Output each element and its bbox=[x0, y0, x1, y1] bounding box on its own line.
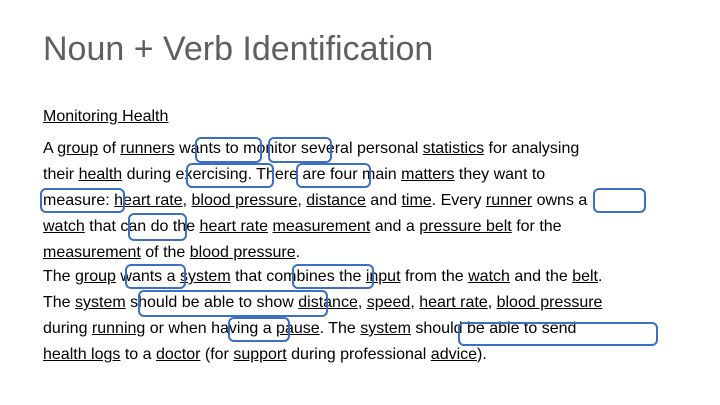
noun-underlined: runner bbox=[485, 192, 533, 209]
noun-underlined: speed bbox=[366, 294, 411, 311]
verb-highlight-box bbox=[138, 290, 328, 317]
noun-underlined: blood pressure bbox=[191, 192, 298, 209]
noun-underlined: system bbox=[179, 268, 231, 285]
noun-underlined: measurement bbox=[272, 218, 371, 235]
text-run: . bbox=[597, 268, 603, 285]
text-run: wants a bbox=[115, 268, 180, 285]
verb-highlight-box bbox=[40, 188, 125, 213]
noun-underlined: advice bbox=[430, 346, 478, 363]
verb-highlight-box bbox=[458, 322, 658, 346]
text-run: during exercising. There are four main bbox=[122, 166, 402, 183]
noun-underlined: support bbox=[233, 346, 287, 363]
text-run: that combines the bbox=[230, 268, 366, 285]
text-run: ). bbox=[477, 346, 487, 363]
noun-underlined: statistics bbox=[422, 140, 485, 157]
text-line bbox=[43, 136, 693, 162]
text-run: of the bbox=[140, 244, 190, 261]
noun-underlined: group bbox=[75, 268, 116, 285]
text-run: from the bbox=[400, 268, 469, 285]
text-run: A bbox=[43, 140, 58, 157]
noun-underlined: blood pressure bbox=[496, 294, 603, 311]
noun-underlined: health logs bbox=[43, 346, 121, 363]
text-run: for the bbox=[511, 218, 562, 235]
text-run: , bbox=[297, 192, 307, 209]
text-run: (for bbox=[200, 346, 234, 363]
noun-underlined: group bbox=[57, 140, 99, 157]
verb-highlight-box bbox=[296, 163, 371, 188]
noun-underlined: watch bbox=[43, 218, 85, 235]
noun-underlined: belt bbox=[572, 268, 598, 285]
text-run: , bbox=[182, 192, 192, 209]
text-run: should be able to show bbox=[125, 294, 299, 311]
noun-underlined: pressure belt bbox=[419, 218, 512, 235]
text-run: The bbox=[43, 268, 76, 285]
text-run: . bbox=[295, 244, 301, 261]
text-run: . Every bbox=[431, 192, 486, 209]
noun-underlined: system bbox=[360, 320, 411, 337]
verb-highlight-box bbox=[125, 264, 186, 289]
text-run: their bbox=[43, 166, 79, 183]
text-run: , bbox=[357, 294, 367, 311]
verb-highlight-box bbox=[128, 213, 187, 241]
noun-underlined: watch bbox=[468, 268, 510, 285]
text-run: should be able to send bbox=[410, 320, 577, 337]
noun-underlined: matters bbox=[401, 166, 455, 183]
verb-highlight-box bbox=[186, 163, 274, 188]
text-run: The bbox=[43, 294, 76, 311]
noun-underlined: running bbox=[91, 320, 146, 337]
text-run: wants to monitor several personal bbox=[174, 140, 423, 157]
text-run: and the bbox=[509, 268, 573, 285]
text-run: , bbox=[410, 294, 420, 311]
text-run: to a bbox=[120, 346, 156, 363]
text-run: owns a bbox=[532, 192, 588, 209]
section-heading: Monitoring Health bbox=[43, 108, 169, 125]
verb-highlight-box bbox=[195, 137, 262, 163]
noun-underlined: system bbox=[75, 294, 126, 311]
text-run: during professional bbox=[286, 346, 431, 363]
noun-underlined: runners bbox=[120, 140, 175, 157]
text-run: . The bbox=[319, 320, 361, 337]
text-run: and bbox=[365, 192, 402, 209]
noun-underlined: time bbox=[401, 192, 432, 209]
noun-underlined: distance bbox=[298, 294, 358, 311]
text-run: or when having a bbox=[145, 320, 277, 337]
text-run: for analysing bbox=[484, 140, 580, 157]
text-run: measure: bbox=[43, 192, 115, 209]
verb-highlight-box bbox=[228, 317, 290, 342]
noun-underlined: heart rate bbox=[199, 218, 269, 235]
noun-underlined: doctor bbox=[155, 346, 201, 363]
text-run: , bbox=[487, 294, 497, 311]
page-title: Noun + Verb Identification bbox=[43, 30, 434, 68]
noun-underlined: pause bbox=[276, 320, 320, 337]
noun-underlined: input bbox=[365, 268, 401, 285]
noun-underlined: heart rate bbox=[419, 294, 488, 311]
noun-underlined: measurement bbox=[43, 244, 141, 261]
noun-underlined: heart rate bbox=[114, 192, 183, 209]
text-run: of bbox=[98, 140, 121, 157]
noun-underlined: blood pressure bbox=[189, 244, 296, 261]
text-run: during bbox=[43, 320, 92, 337]
text-line bbox=[43, 240, 693, 266]
text-run: that can do the bbox=[84, 218, 200, 235]
text-run: they want to bbox=[454, 166, 546, 183]
text-run: and a bbox=[370, 218, 420, 235]
verb-highlight-box bbox=[268, 137, 332, 163]
noun-underlined: distance bbox=[306, 192, 366, 209]
noun-underlined: health bbox=[78, 166, 123, 183]
verb-highlight-box bbox=[593, 188, 646, 213]
verb-highlight-box bbox=[292, 264, 374, 289]
